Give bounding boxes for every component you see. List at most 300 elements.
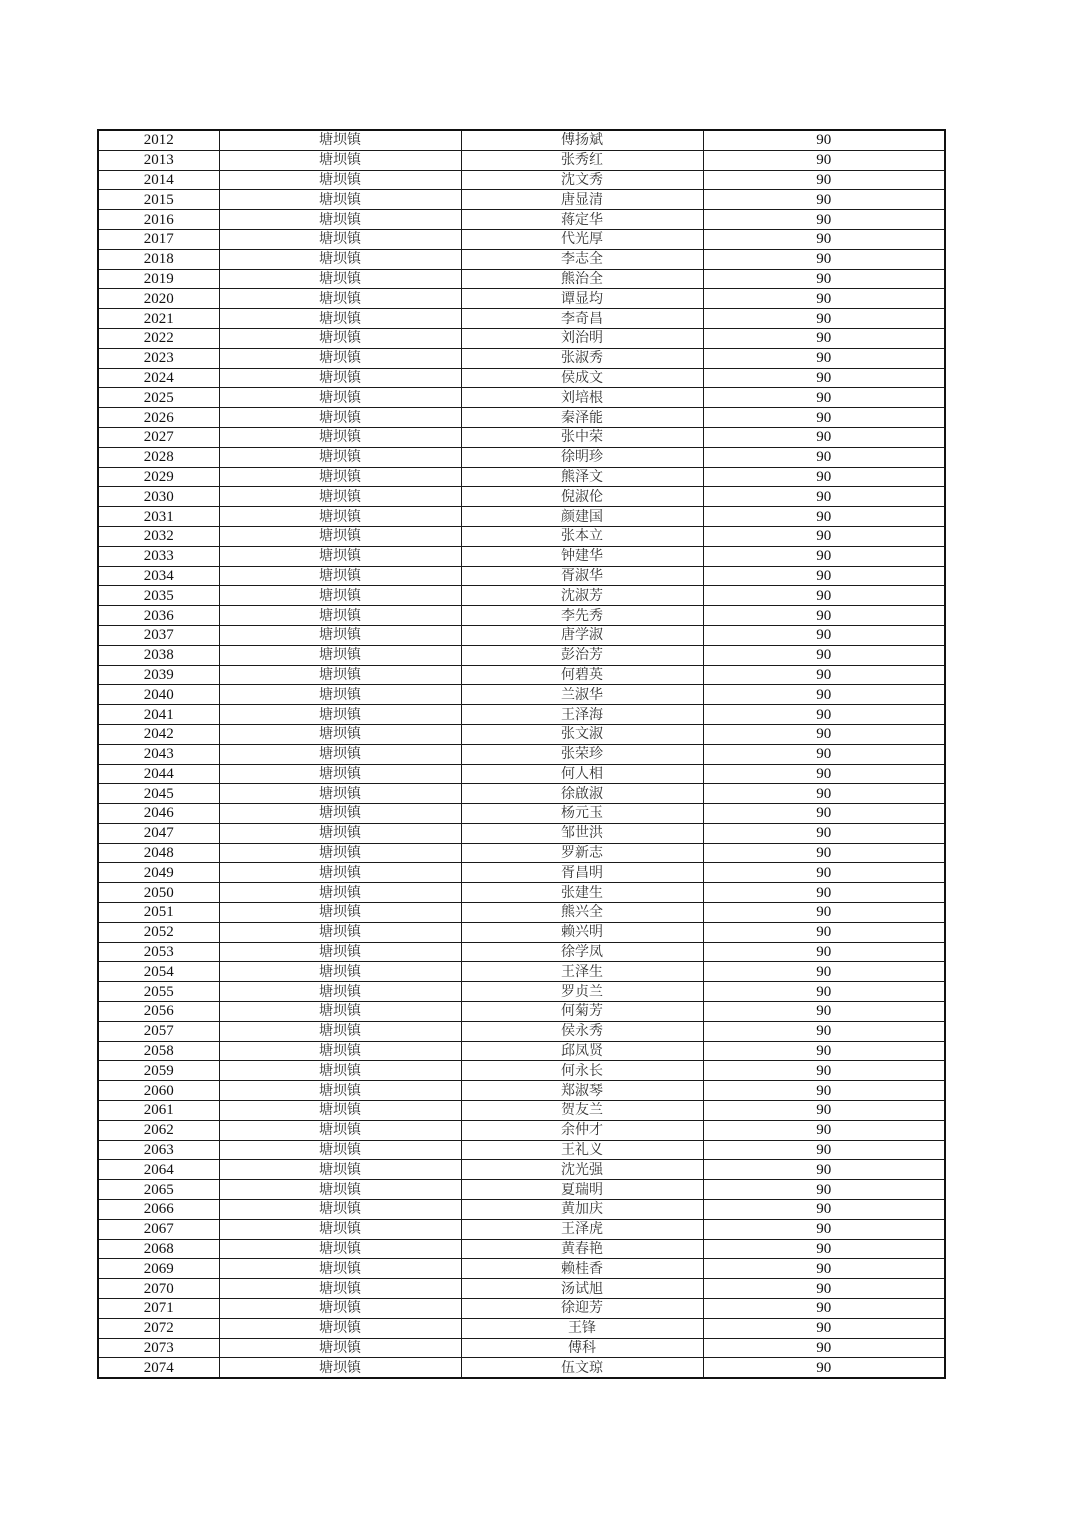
cell-town: 塘坝镇 [219,1180,461,1200]
cell-town: 塘坝镇 [219,724,461,744]
cell-score: 90 [703,1318,945,1338]
cell-score: 90 [703,764,945,784]
cell-score: 90 [703,150,945,170]
cell-score: 90 [703,625,945,645]
cell-town: 塘坝镇 [219,1061,461,1081]
cell-town: 塘坝镇 [219,705,461,725]
cell-number: 2042 [98,724,219,744]
table-row [98,1239,945,1259]
cell-score: 90 [703,863,945,883]
cell-town: 塘坝镇 [219,1318,461,1338]
cell-score: 90 [703,447,945,467]
cell-score: 90 [703,368,945,388]
cell-town: 塘坝镇 [219,942,461,962]
table-row [98,764,945,784]
cell-number: 2037 [98,625,219,645]
cell-town: 塘坝镇 [219,744,461,764]
cell-number: 2015 [98,190,219,210]
cell-name: 赖兴明 [461,922,703,942]
cell-number: 2039 [98,665,219,685]
cell-town: 塘坝镇 [219,526,461,546]
cell-name: 钟建华 [461,546,703,566]
cell-number: 2065 [98,1180,219,1200]
cell-number: 2052 [98,922,219,942]
cell-number: 2064 [98,1160,219,1180]
cell-number: 2024 [98,368,219,388]
table-row [98,962,945,982]
cell-name: 何菊芳 [461,1002,703,1022]
cell-name: 颜建国 [461,507,703,527]
cell-score: 90 [703,408,945,428]
cell-number: 2061 [98,1101,219,1121]
cell-number: 2033 [98,546,219,566]
cell-number: 2045 [98,784,219,804]
cell-town: 塘坝镇 [219,823,461,843]
cell-name: 傅科 [461,1338,703,1358]
cell-number: 2032 [98,526,219,546]
cell-number: 2012 [98,130,219,150]
cell-number: 2038 [98,645,219,665]
cell-name: 张荣珍 [461,744,703,764]
table-row [98,526,945,546]
cell-name: 彭治芳 [461,645,703,665]
cell-name: 谭显均 [461,289,703,309]
cell-number: 2025 [98,388,219,408]
cell-name: 汤试旭 [461,1279,703,1299]
cell-number: 2050 [98,883,219,903]
table-row [98,289,945,309]
cell-name: 胥昌明 [461,863,703,883]
cell-number: 2054 [98,962,219,982]
cell-number: 2069 [98,1259,219,1279]
cell-number: 2046 [98,804,219,824]
cell-name: 邱凤贤 [461,1041,703,1061]
cell-town: 塘坝镇 [219,883,461,903]
cell-name: 熊治全 [461,269,703,289]
table-row [98,408,945,428]
table-row [98,645,945,665]
cell-score: 90 [703,249,945,269]
cell-score: 90 [703,1041,945,1061]
table-row [98,1180,945,1200]
cell-name: 王泽海 [461,705,703,725]
table-row [98,942,945,962]
cell-score: 90 [703,705,945,725]
cell-name: 王泽生 [461,962,703,982]
cell-score: 90 [703,328,945,348]
cell-number: 2059 [98,1061,219,1081]
table-row [98,1299,945,1319]
cell-number: 2048 [98,843,219,863]
cell-number: 2040 [98,685,219,705]
cell-town: 塘坝镇 [219,309,461,329]
cell-number: 2028 [98,447,219,467]
cell-town: 塘坝镇 [219,170,461,190]
table-row [98,1101,945,1121]
cell-name: 王泽虎 [461,1219,703,1239]
cell-score: 90 [703,130,945,150]
table-row [98,922,945,942]
cell-name: 邹世洪 [461,823,703,843]
cell-number: 2019 [98,269,219,289]
cell-name: 侯永秀 [461,1021,703,1041]
cell-score: 90 [703,190,945,210]
cell-number: 2071 [98,1299,219,1319]
table-row [98,982,945,1002]
cell-score: 90 [703,1358,945,1378]
cell-name: 王锋 [461,1318,703,1338]
cell-name: 余仲才 [461,1120,703,1140]
cell-name: 徐迎芳 [461,1299,703,1319]
cell-town: 塘坝镇 [219,1120,461,1140]
table-row [98,863,945,883]
cell-number: 2051 [98,903,219,923]
table-row [98,843,945,863]
table-row [98,427,945,447]
cell-town: 塘坝镇 [219,150,461,170]
table-row [98,190,945,210]
cell-number: 2072 [98,1318,219,1338]
cell-score: 90 [703,843,945,863]
cell-score: 90 [703,210,945,230]
cell-town: 塘坝镇 [219,1338,461,1358]
cell-name: 王礼义 [461,1140,703,1160]
cell-town: 塘坝镇 [219,804,461,824]
cell-name: 罗新志 [461,843,703,863]
cell-score: 90 [703,487,945,507]
table-row [98,665,945,685]
cell-name: 杨元玉 [461,804,703,824]
table-row [98,388,945,408]
cell-number: 2056 [98,1002,219,1022]
cell-town: 塘坝镇 [219,922,461,942]
table-row [98,1041,945,1061]
cell-score: 90 [703,784,945,804]
cell-town: 塘坝镇 [219,843,461,863]
cell-name: 唐学淑 [461,625,703,645]
table-row [98,467,945,487]
table-row [98,328,945,348]
cell-name: 唐显清 [461,190,703,210]
table-row [98,1200,945,1220]
cell-score: 90 [703,546,945,566]
cell-name: 李奇昌 [461,309,703,329]
cell-town: 塘坝镇 [219,348,461,368]
cell-town: 塘坝镇 [219,1021,461,1041]
cell-town: 塘坝镇 [219,427,461,447]
cell-score: 90 [703,170,945,190]
cell-name: 兰淑华 [461,685,703,705]
cell-name: 夏瑞明 [461,1180,703,1200]
cell-score: 90 [703,586,945,606]
cell-name: 倪淑伦 [461,487,703,507]
cell-town: 塘坝镇 [219,1081,461,1101]
table-row [98,368,945,388]
cell-town: 塘坝镇 [219,962,461,982]
table-row [98,606,945,626]
cell-score: 90 [703,1299,945,1319]
cell-town: 塘坝镇 [219,368,461,388]
cell-score: 90 [703,1120,945,1140]
cell-score: 90 [703,883,945,903]
cell-score: 90 [703,942,945,962]
cell-score: 90 [703,309,945,329]
cell-name: 张建生 [461,883,703,903]
cell-town: 塘坝镇 [219,447,461,467]
cell-name: 李志全 [461,249,703,269]
cell-town: 塘坝镇 [219,1200,461,1220]
cell-town: 塘坝镇 [219,1002,461,1022]
cell-town: 塘坝镇 [219,764,461,784]
cell-number: 2073 [98,1338,219,1358]
cell-town: 塘坝镇 [219,467,461,487]
cell-score: 90 [703,526,945,546]
table-row [98,1081,945,1101]
cell-town: 塘坝镇 [219,784,461,804]
cell-town: 塘坝镇 [219,210,461,230]
cell-score: 90 [703,1101,945,1121]
cell-name: 徐啟淑 [461,784,703,804]
cell-number: 2029 [98,467,219,487]
cell-name: 代光厚 [461,229,703,249]
cell-town: 塘坝镇 [219,1259,461,1279]
table-row [98,883,945,903]
cell-name: 罗贞兰 [461,982,703,1002]
cell-number: 2031 [98,507,219,527]
cell-score: 90 [703,1002,945,1022]
cell-name: 沈淑芳 [461,586,703,606]
table-row [98,1021,945,1041]
cell-number: 2023 [98,348,219,368]
table-row [98,625,945,645]
cell-name: 黄春艳 [461,1239,703,1259]
cell-name: 张秀红 [461,150,703,170]
cell-score: 90 [703,269,945,289]
table-row [98,724,945,744]
table-row [98,1219,945,1239]
cell-score: 90 [703,903,945,923]
cell-town: 塘坝镇 [219,665,461,685]
table-row [98,1338,945,1358]
table-row [98,1318,945,1338]
cell-number: 2055 [98,982,219,1002]
table-row [98,744,945,764]
cell-town: 塘坝镇 [219,190,461,210]
cell-number: 2058 [98,1041,219,1061]
table-row [98,804,945,824]
cell-number: 2026 [98,408,219,428]
cell-number: 2017 [98,229,219,249]
table-row [98,1140,945,1160]
table-row [98,784,945,804]
cell-town: 塘坝镇 [219,507,461,527]
table-row [98,309,945,329]
cell-score: 90 [703,1338,945,1358]
cell-name: 张本立 [461,526,703,546]
cell-town: 塘坝镇 [219,130,461,150]
cell-score: 90 [703,982,945,1002]
table-row [98,685,945,705]
cell-score: 90 [703,507,945,527]
cell-score: 90 [703,467,945,487]
cell-name: 蒋定华 [461,210,703,230]
table-row [98,586,945,606]
roster-table-body [98,130,945,1378]
table-row [98,1279,945,1299]
cell-number: 2043 [98,744,219,764]
cell-score: 90 [703,1180,945,1200]
cell-number: 2036 [98,606,219,626]
cell-number: 2014 [98,170,219,190]
cell-town: 塘坝镇 [219,1219,461,1239]
cell-town: 塘坝镇 [219,685,461,705]
cell-number: 2018 [98,249,219,269]
table-row [98,1002,945,1022]
cell-town: 塘坝镇 [219,1041,461,1061]
cell-number: 2062 [98,1120,219,1140]
cell-score: 90 [703,289,945,309]
cell-score: 90 [703,685,945,705]
cell-number: 2074 [98,1358,219,1378]
cell-name: 张淑秀 [461,348,703,368]
table-row [98,210,945,230]
cell-name: 何人相 [461,764,703,784]
cell-number: 2035 [98,586,219,606]
cell-name: 熊泽文 [461,467,703,487]
cell-score: 90 [703,1140,945,1160]
cell-town: 塘坝镇 [219,408,461,428]
cell-score: 90 [703,962,945,982]
cell-score: 90 [703,1081,945,1101]
cell-town: 塘坝镇 [219,1239,461,1259]
cell-name: 沈光强 [461,1160,703,1180]
table-row [98,487,945,507]
cell-number: 2044 [98,764,219,784]
table-row [98,447,945,467]
cell-score: 90 [703,724,945,744]
cell-name: 伍文琼 [461,1358,703,1378]
table-row [98,705,945,725]
cell-town: 塘坝镇 [219,645,461,665]
table-row [98,903,945,923]
cell-number: 2027 [98,427,219,447]
cell-score: 90 [703,606,945,626]
cell-number: 2020 [98,289,219,309]
cell-name: 秦泽能 [461,408,703,428]
table-row [98,566,945,586]
cell-name: 何碧英 [461,665,703,685]
cell-number: 2060 [98,1081,219,1101]
cell-number: 2047 [98,823,219,843]
cell-town: 塘坝镇 [219,586,461,606]
cell-name: 郑淑琴 [461,1081,703,1101]
cell-name: 刘治明 [461,328,703,348]
cell-town: 塘坝镇 [219,1299,461,1319]
cell-score: 90 [703,823,945,843]
cell-number: 2016 [98,210,219,230]
cell-number: 2066 [98,1200,219,1220]
cell-score: 90 [703,804,945,824]
table-row [98,269,945,289]
cell-town: 塘坝镇 [219,863,461,883]
cell-score: 90 [703,665,945,685]
cell-number: 2049 [98,863,219,883]
cell-score: 90 [703,348,945,368]
cell-score: 90 [703,229,945,249]
cell-number: 2053 [98,942,219,962]
cell-number: 2034 [98,566,219,586]
cell-score: 90 [703,1021,945,1041]
cell-number: 2022 [98,328,219,348]
cell-town: 塘坝镇 [219,487,461,507]
cell-name: 刘培根 [461,388,703,408]
table-row [98,823,945,843]
cell-town: 塘坝镇 [219,289,461,309]
cell-number: 2063 [98,1140,219,1160]
table-row [98,229,945,249]
cell-name: 徐明珍 [461,447,703,467]
cell-name: 何永长 [461,1061,703,1081]
cell-town: 塘坝镇 [219,388,461,408]
table-row [98,130,945,150]
cell-name: 侯成文 [461,368,703,388]
cell-town: 塘坝镇 [219,1140,461,1160]
cell-number: 2067 [98,1219,219,1239]
cell-score: 90 [703,744,945,764]
cell-town: 塘坝镇 [219,1279,461,1299]
cell-name: 黄加庆 [461,1200,703,1220]
cell-name: 张中荣 [461,427,703,447]
cell-town: 塘坝镇 [219,903,461,923]
cell-town: 塘坝镇 [219,1160,461,1180]
cell-name: 李先秀 [461,606,703,626]
cell-number: 2021 [98,309,219,329]
cell-score: 90 [703,427,945,447]
table-row [98,1259,945,1279]
table-row [98,507,945,527]
cell-town: 塘坝镇 [219,1358,461,1378]
cell-score: 90 [703,1061,945,1081]
cell-score: 90 [703,1200,945,1220]
cell-name: 贺友兰 [461,1101,703,1121]
table-row [98,170,945,190]
cell-score: 90 [703,645,945,665]
cell-town: 塘坝镇 [219,625,461,645]
cell-name: 张文淑 [461,724,703,744]
cell-score: 90 [703,566,945,586]
cell-town: 塘坝镇 [219,229,461,249]
cell-name: 徐学凤 [461,942,703,962]
table-row [98,249,945,269]
cell-number: 2030 [98,487,219,507]
cell-town: 塘坝镇 [219,269,461,289]
table-row [98,1160,945,1180]
table-row [98,1358,945,1378]
table-row [98,1061,945,1081]
cell-town: 塘坝镇 [219,1101,461,1121]
cell-number: 2013 [98,150,219,170]
cell-town: 塘坝镇 [219,566,461,586]
cell-town: 塘坝镇 [219,328,461,348]
cell-number: 2068 [98,1239,219,1259]
cell-score: 90 [703,1219,945,1239]
cell-score: 90 [703,1239,945,1259]
cell-name: 赖桂香 [461,1259,703,1279]
cell-town: 塘坝镇 [219,982,461,1002]
cell-number: 2041 [98,705,219,725]
cell-number: 2070 [98,1279,219,1299]
table-row [98,546,945,566]
